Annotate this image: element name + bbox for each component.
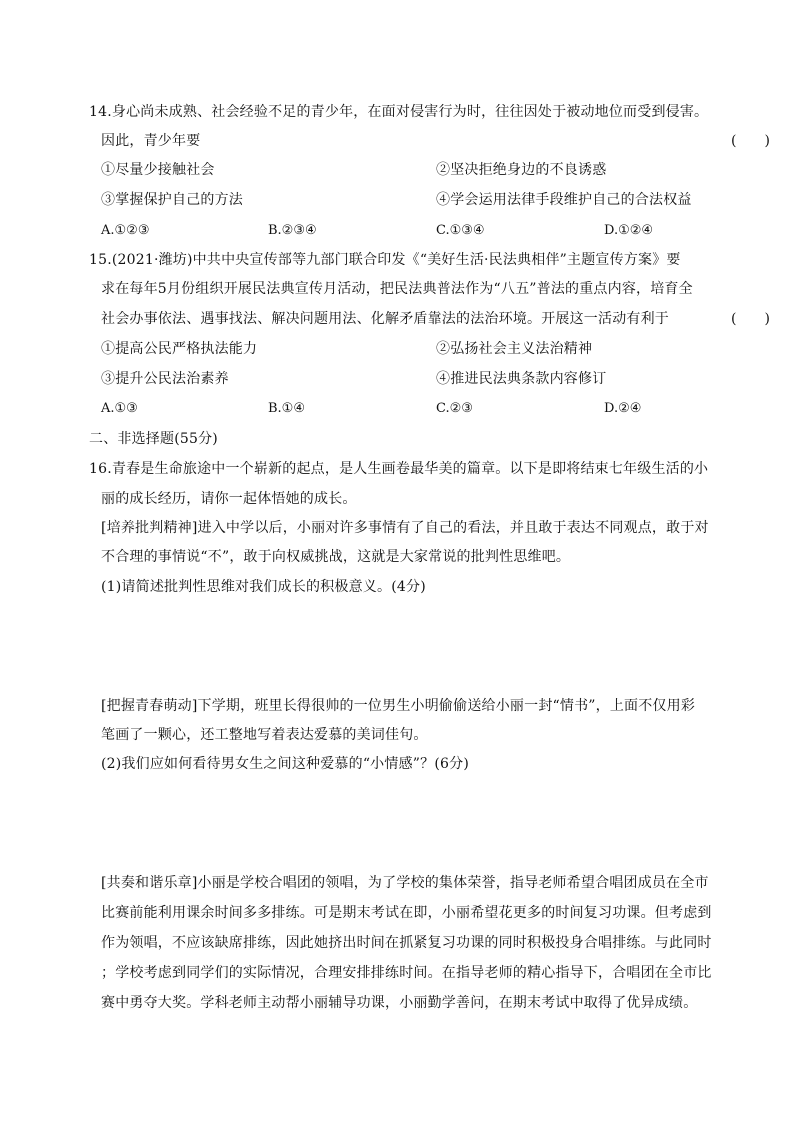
q15-stem-line1: 15.(2021·潍坊)中共中央宣传部等九部门联合印发《“美好生活·民法典相伴”主题宣传方案》要 <box>89 252 681 268</box>
q15-choice-a: A.①③ <box>101 401 138 416</box>
q14-item-3: ③掌握保护自己的方法 <box>101 192 243 208</box>
q15-item-1: ①提高公民严格执法能力 <box>101 341 258 357</box>
q15-choice-d: D.②④ <box>604 401 642 416</box>
q15-stem-line2: 求在每年5月份组织开展民法典宣传月活动，把民法典普法作为“八五”普法的重点内容，培育全 <box>101 281 693 297</box>
q16-para3-line2: 比赛前能利用课余时间多多排练。可是期末考试在即，小丽希望花更多的时间复习功课。但考虑到 <box>101 905 712 921</box>
q16-para1-line1: [培养批判精神]进入中学以后，小丽对许多事情有了自己的看法，并且敢于表达不同观点，敢于对 <box>101 520 709 536</box>
q16-para3-line4: ；学校考虑到同学们的实际情况，合理安排排练时间。在指导老师的精心指导下，合唱团在全市比 <box>101 965 712 981</box>
q15-item-3: ③提升公民法治素养 <box>101 371 229 387</box>
q14-stem-line1: 14.身心尚未成熟、社会经验不足的青少年，在面对侵害行为时，往往因处于被动地位而受到侵害。 <box>89 104 709 120</box>
q16-para3-line5: 赛中勇夺大奖。学科老师主动帮小丽辅导功课，小丽勤学善问，在期末考试中取得了优异成绩。 <box>101 995 698 1011</box>
q16-subquestion-1: (1)请简述批判性思维对我们成长的积极意义。(4分) <box>101 579 426 595</box>
q16-para3-line1: [共奏和谐乐章]小丽是学校合唱团的领唱，为了学校的集体荣誉，指导老师希望合唱团成员在全市 <box>101 875 709 891</box>
q15-stem-line3: 社会办事依法、遇事找法、解决问题用法、化解矛盾靠法的法治环境。开展这一活动有利于 <box>101 311 669 327</box>
section-heading: 二、非选择题(55分) <box>89 431 218 447</box>
q16-para2-line2: 笔画了一颗心，还工整地写着表达爱慕的美词佳句。 <box>101 727 428 743</box>
q15-item-2: ②弘扬社会主义法治精神 <box>436 341 593 357</box>
q14-item-2: ②坚决拒绝身边的不良诱惑 <box>436 162 607 178</box>
q16-para1-line2: 不合理的事情说“不”，敢于向权威挑战，这就是大家常说的批判性思维吧。 <box>101 549 571 565</box>
q14-stem-line2: 因此，青少年要 <box>101 133 201 149</box>
q14-choice-a: A.①②③ <box>101 223 150 238</box>
q14-answer-paren: ( ) <box>731 133 770 149</box>
q14-choice-d: D.①②④ <box>604 223 654 238</box>
q14-item-1: ①尽量少接触社会 <box>101 162 215 178</box>
q16-intro-line2: 丽的成长经历，请你一起体悟她的成长。 <box>101 491 357 507</box>
q15-choice-b: B.①④ <box>268 401 305 416</box>
q16-para2-line1: [把握青春萌动]下学期，班里长得很帅的一位男生小明偷偷送给小丽一封“情书”，上面不仅用彩 <box>101 698 696 714</box>
q16-para3-line3: 作为领唱，不应该缺席排练，因此她挤出时间在抓紧复习功课的同时积极投身合唱排练。与此同时 <box>101 935 712 951</box>
q14-choice-b: B.②③④ <box>268 223 317 238</box>
q16-intro-line1: 16.青春是生命旅途中一个崭新的起点，是人生画卷最华美的篇章。以下是即将结束七年级生活的小 <box>89 461 709 477</box>
q15-answer-paren: ( ) <box>731 311 770 327</box>
q14-item-4: ④学会运用法律手段维护自己的合法权益 <box>436 192 692 208</box>
q14-choice-c: C.①③④ <box>436 223 485 238</box>
q15-item-4: ④推进民法典条款内容修订 <box>436 371 607 387</box>
q15-choice-c: C.②③ <box>436 401 473 416</box>
q16-subquestion-2: (2)我们应如何看待男女生之间这种爱慕的“小情感”？(6分) <box>101 756 469 772</box>
